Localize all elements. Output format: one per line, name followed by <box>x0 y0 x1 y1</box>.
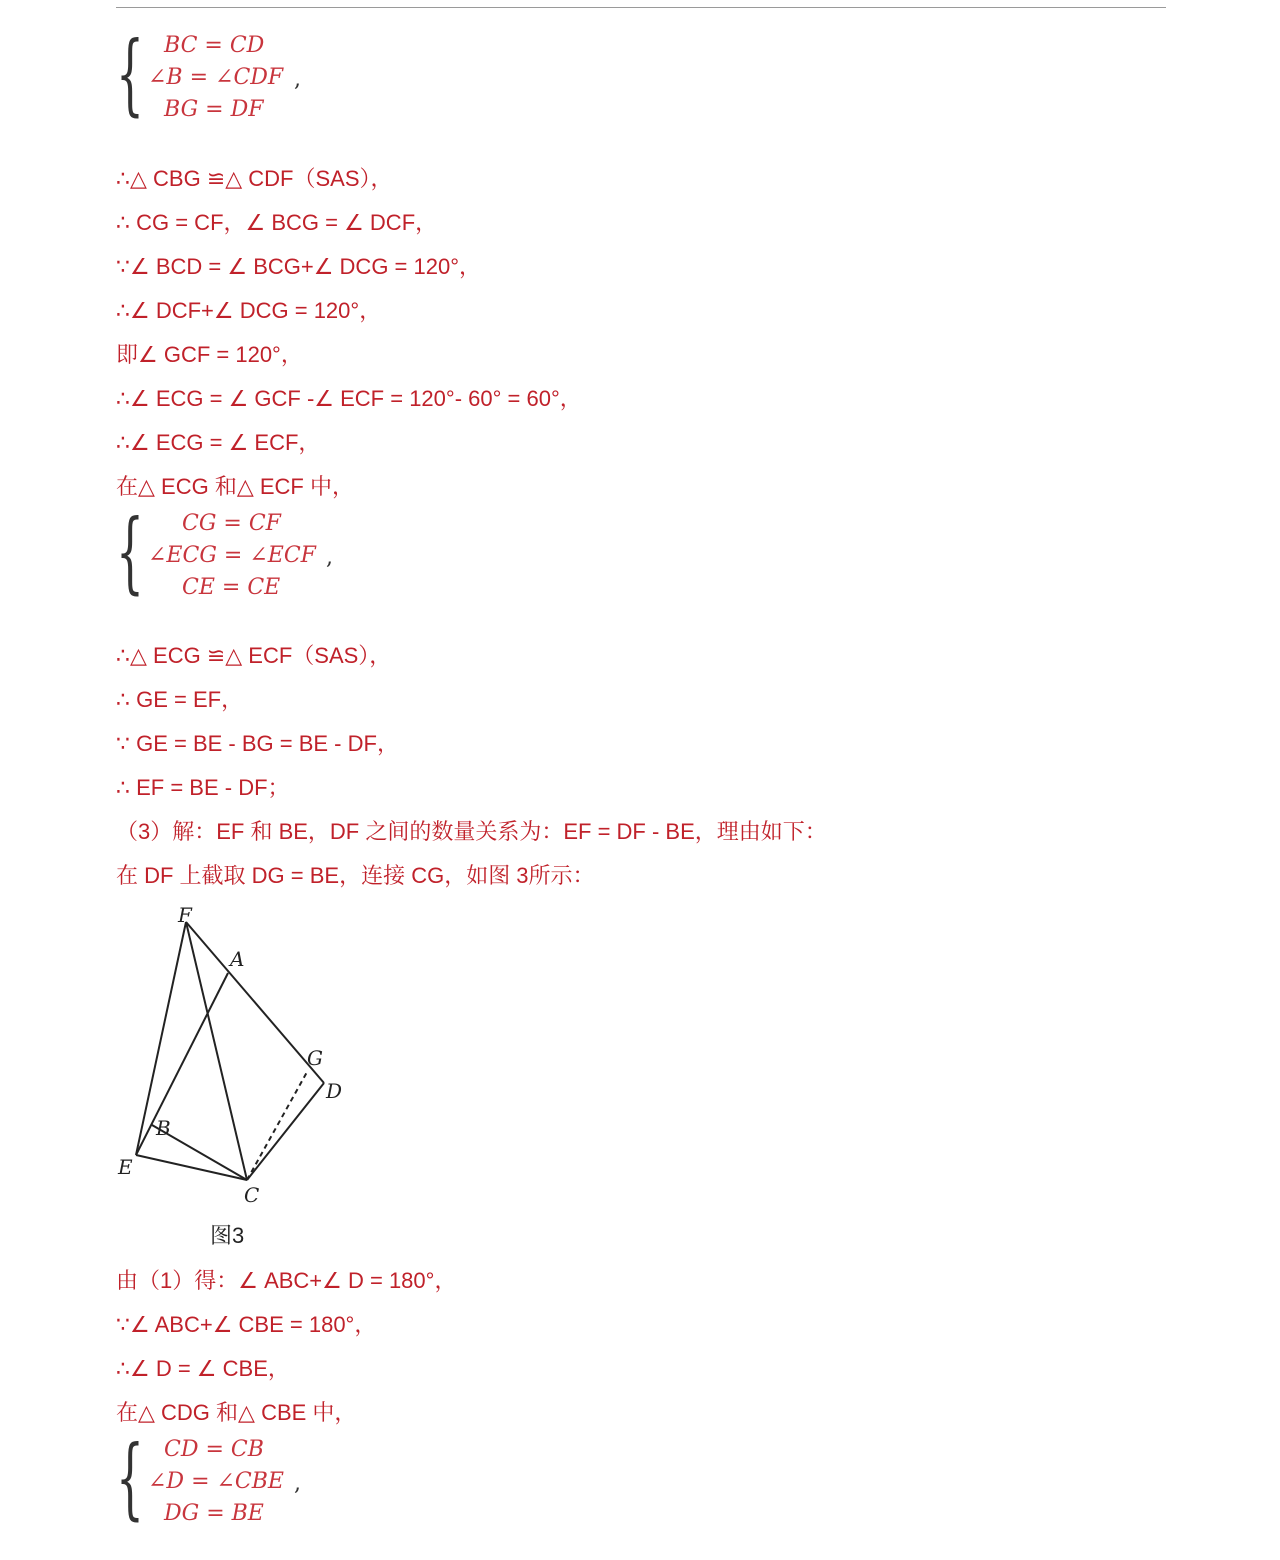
top-divider <box>116 7 1166 8</box>
system-comma: , <box>294 67 301 92</box>
system-equation: CD = CB <box>164 1437 264 1462</box>
system-equation: ∠ECG = ∠ECF <box>148 543 316 568</box>
label-a: A <box>230 947 245 971</box>
proof-line: 由（1）得：∠ ABC+∠ D = 180°， <box>116 1268 457 1293</box>
left-brace-icon: { <box>116 22 144 125</box>
proof-line: 在△ ECG 和△ ECF 中， <box>116 474 354 499</box>
system-equation: ∠B = ∠CDF <box>148 65 284 90</box>
geometry-figure-3 <box>112 900 362 1210</box>
proof-line: ∴∠ DCF+∠ DCG = 120°， <box>116 298 382 323</box>
system-comma: , <box>294 1471 301 1496</box>
left-brace-icon: { <box>116 1426 144 1529</box>
system-equation: BG = DF <box>164 97 264 122</box>
proof-line: ∴∠ ECG = ∠ ECF， <box>116 430 321 455</box>
proof-line: ∴△ ECG ≌△ ECF（SAS）， <box>116 643 392 668</box>
segment-ea <box>136 973 228 1155</box>
segment-ec <box>136 1155 247 1180</box>
equation-system-ecg-ecf <box>116 500 346 608</box>
proof-line: ∴ GE = EF， <box>116 687 244 712</box>
label-d: D <box>326 1079 343 1103</box>
proof-line: ∴△ CBG ≌△ CDF（SAS）， <box>116 166 393 191</box>
proof-line: ∴∠ ECG = ∠ GCF -∠ ECF = 120°- 60° = 60°， <box>116 386 582 411</box>
proof-line: ∵ GE = BE - BG = BE - DF， <box>116 731 399 756</box>
label-e: E <box>118 1155 133 1179</box>
figure-caption: 图3 <box>210 1223 245 1248</box>
equation-system-cbg-cdf <box>116 22 316 130</box>
system-equation: DG = BE <box>164 1501 264 1526</box>
left-brace-icon: { <box>116 500 144 603</box>
label-g: G <box>307 1046 323 1070</box>
proof-line: 在 DF 上截取 DG = BE，连接 CG，如图 3所示： <box>116 863 595 888</box>
system-equation: ∠D = ∠CBE <box>148 1469 284 1494</box>
system-equation: CE = CE <box>182 575 281 600</box>
segment-fd <box>186 922 324 1083</box>
proof-line: ∵∠ BCD = ∠ BCG+∠ DCG = 120°， <box>116 254 482 279</box>
proof-line: ∴∠ D = ∠ CBE， <box>116 1356 290 1381</box>
segment-cd <box>247 1083 324 1180</box>
system-comma: , <box>326 545 333 570</box>
proof-line: 在△ CDG 和△ CBE 中， <box>116 1400 357 1425</box>
proof-line: ∵∠ ABC+∠ CBE = 180°， <box>116 1312 377 1337</box>
proof-line: ∴ EF = BE - DF； <box>116 775 290 800</box>
equation-system-cdg-cbe <box>116 1426 316 1534</box>
label-f: F <box>178 903 192 927</box>
proof-line: ∴ CG = CF，∠ BCG = ∠ DCF， <box>116 210 438 235</box>
system-equation: BC = CD <box>164 33 265 58</box>
segment-cg-dashed <box>247 1072 307 1180</box>
proof-line: （3）解：EF 和 BE，DF 之间的数量关系为：EF = DF - BE，理由如下： <box>116 819 827 844</box>
label-c: C <box>244 1183 260 1207</box>
system-equation: CG = CF <box>182 511 281 536</box>
proof-line: 即∠ GCF = 120°， <box>116 342 303 367</box>
label-b: B <box>156 1116 171 1140</box>
